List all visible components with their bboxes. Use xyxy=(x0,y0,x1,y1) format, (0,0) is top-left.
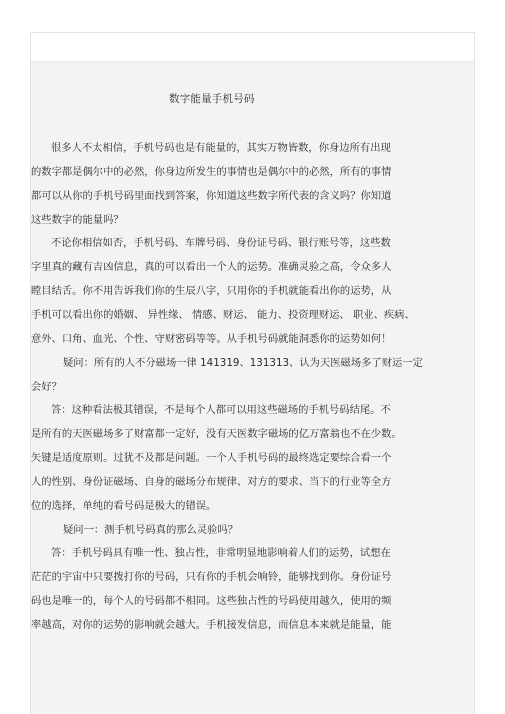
body-line: 是所有的天医磁场多了财富都一定好，没有天医数字磁场的亿万富翁也不在少数。 xyxy=(31,428,402,441)
body-line: 手机可以看出你的婚姻、 异性缘、 情感、财运、 能力、投资理财运、 职业、疾病、 xyxy=(31,308,415,321)
page-header-strip xyxy=(31,33,474,62)
document-page xyxy=(30,32,475,714)
body-line: 意外、口角、血光、个性、守财密码等等。从手机号码就能洞悉你的运势如何！ xyxy=(31,332,392,345)
body-line: 字里真的藏有吉凶信息，真的可以看出一个人的运势。准确灵验之高，令众多人 xyxy=(31,261,392,274)
body-line: 矢键是适度原则。过犹不及都是问题。一个人手机号码的最终选定要综合看一个 xyxy=(31,452,392,465)
body-line: 茫茫的宇宙中只要拨打你的号码，只有你的手机会响铃，能够找到你。身份证号 xyxy=(31,571,392,584)
body-line: 疑问：所有的人不分磁场一律 141319、131313、认为天医磁场多了财运一定 xyxy=(63,356,423,369)
body-line: 会好？ xyxy=(31,380,62,393)
document-title: 数字能量手机号码 xyxy=(169,93,255,105)
body-line: 不论你相信如否，手机号码、车牌号码、身份证号码、银行账号等，这些数 xyxy=(51,237,391,250)
body-line: 瞠目结舌。你不用告诉我们你的生辰八字，只用你的手机就能看出你的运势，从 xyxy=(31,285,392,298)
body-line: 人的性别、身份证磁场、自身的磁场分布规律、对方的要求、当下的行业等全方 xyxy=(31,475,392,488)
body-line: 疑问一：测手机号码真的那么灵验吗？ xyxy=(63,523,239,536)
body-line: 答：手机号码具有唯一性、独占性，非常明显地影响着人们的运势，试想在 xyxy=(51,547,391,560)
body-line: 这些数字的能量吗？ xyxy=(31,213,124,226)
body-line: 答：这种看法极其错误，不是每个人都可以用这些磁场的手机号码结尾。不 xyxy=(51,404,391,417)
body-line: 的数字都是偶尔中的必然，你身边所发生的事情也是偶尔中的必然，所有的事情 xyxy=(31,165,392,178)
body-line: 都可以从你的手机号码里面找到答案，你知道这些数字所代表的含义吗？你知道 xyxy=(31,189,392,202)
body-line: 很多人不太相信，手机号码也是有能量的，其实万物皆数，你身边所有出现 xyxy=(51,142,391,154)
body-line: 位的选择，单纯的看号码是极大的错误。 xyxy=(31,499,217,512)
body-line: 率越高，对你的运势的影响就会越大。手机接发信息，而信息本来就是能量，能 xyxy=(31,619,392,631)
body-line: 码也是唯一的，每个人的号码都不相同。这些独占性的号码使用越久，使用的频 xyxy=(31,595,392,608)
